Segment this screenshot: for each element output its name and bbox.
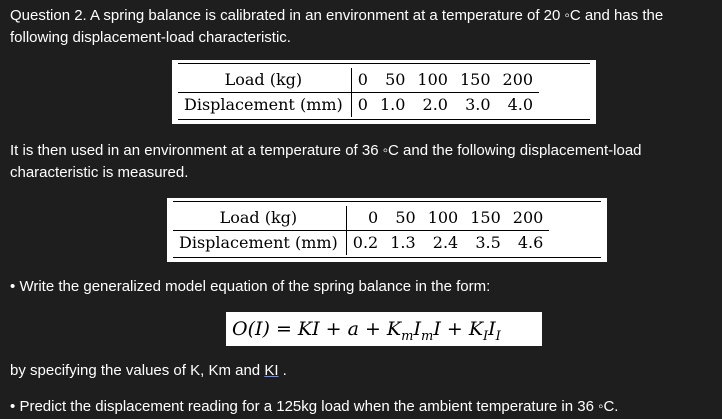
- middle-line-2: characteristic is measured.: [10, 164, 189, 181]
- bullet-2-text: Predict the displacement reading for a 125kg load when the ambient temperature in 36 ◦C.: [19, 398, 619, 415]
- table-2-row-label: Displacement (mm): [173, 231, 346, 256]
- bullet-1-text: Write the generalized model equation of the spring balance in the form:: [19, 278, 491, 295]
- table-1-row-load: [178, 68, 539, 93]
- table-1-cell: 2.0: [422, 95, 448, 114]
- table-1-cell: 150: [454, 68, 497, 93]
- bullet-dot: •: [10, 278, 16, 295]
- question-line-1: Question 2. A spring balance is calibrated in an environment at a temperature of 20 ◦C and has the: [10, 7, 664, 24]
- table-2-cell: 0.2: [352, 233, 379, 252]
- table-2-cell: 4.6: [517, 233, 544, 252]
- table-1-cell: 4.0: [507, 95, 534, 114]
- table-2-cell: 0: [346, 206, 384, 231]
- table-1-row-label: Load (kg): [178, 68, 351, 93]
- table-2-cell: 150: [464, 206, 507, 231]
- table-2: [173, 206, 549, 255]
- bullet-1: [10, 276, 490, 298]
- table-2-cell: 100: [422, 206, 465, 231]
- table-1-cell: 0: [351, 68, 374, 93]
- bullet-dot: •: [10, 398, 16, 415]
- table-1-image: [172, 60, 596, 124]
- bullet-2: [10, 396, 618, 418]
- specify-ki: KI: [264, 362, 279, 379]
- table-2-cell: 3.5: [475, 233, 501, 252]
- middle-line-1: It is then used in an environment at a temperature of 36 ◦C and the following displacement-load: [10, 142, 642, 159]
- table-1: [178, 68, 539, 117]
- question-line-2: following displacement-load characteristic.: [10, 29, 291, 46]
- table-2-cell: 1.3: [390, 233, 416, 252]
- table-1-cell: 1.0: [379, 95, 406, 114]
- table-2-row-displacement: [173, 231, 549, 256]
- table-1-cell: 50: [374, 68, 411, 93]
- table-1-cell: 3.0: [465, 95, 491, 114]
- specify-prefix: by specifying the values of K, Km and: [10, 362, 265, 379]
- table-2-image: [167, 198, 607, 262]
- model-equation: O(I) = KI + $a + K_mI_mI + K_II_I$: [232, 318, 501, 344]
- table-2-row-load: [173, 206, 549, 231]
- specify-line: [10, 360, 287, 382]
- table-2-row-label: Load (kg): [173, 206, 346, 231]
- table-2-cell: 200: [507, 206, 550, 231]
- table-1-row-label: Displacement (mm): [178, 93, 351, 118]
- equation-image: [226, 312, 542, 346]
- table-1-cell: 200: [497, 68, 540, 93]
- table-2-cell: 50: [384, 206, 421, 231]
- specify-suffix: .: [278, 362, 287, 379]
- table-1-row-displacement: [178, 93, 539, 118]
- table-1-cell: 0: [357, 95, 368, 114]
- table-1-cell: 100: [411, 68, 454, 93]
- table-2-cell: 2.4: [432, 233, 459, 252]
